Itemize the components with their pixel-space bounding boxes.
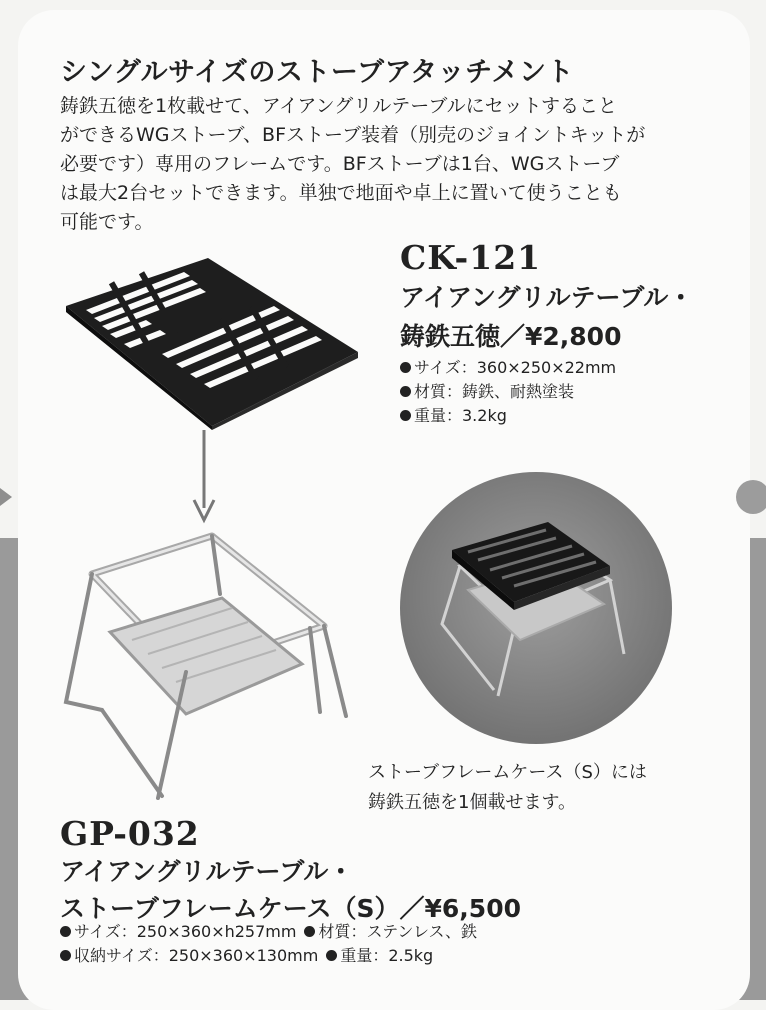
ck121-model-number: CK-121 xyxy=(400,238,542,277)
gp032-spec-row: サイズ：250×360×h257mm 材質：ステンレス、鉄 xyxy=(60,920,477,944)
down-arrow-icon xyxy=(192,430,216,526)
stove-frame-case-image xyxy=(62,532,352,804)
ck121-spec-weight: 重量：3.2kg xyxy=(400,404,616,428)
gp032-spec-row: 収納サイズ：250×360×130mm 重量：2.5kg xyxy=(60,944,477,968)
ck121-name-price: 鋳鉄五徳／¥2,800 xyxy=(400,322,622,351)
intro-paragraph xyxy=(60,92,710,237)
ck121-spec-list xyxy=(400,356,616,428)
intro-line: は最大2台セットできます。単独で地面や卓上に置いて使うことも xyxy=(60,182,622,204)
left-edge-arrow-icon xyxy=(0,488,12,506)
gp032-model-number: GP-032 xyxy=(60,814,200,853)
cast-iron-grate-image xyxy=(66,258,362,430)
gp032-name-price: ストーブフレームケース（S）／¥6,500 xyxy=(60,894,521,923)
bullet-icon xyxy=(400,386,411,397)
bullet-icon xyxy=(326,950,337,961)
gp032-spec-list xyxy=(60,920,477,968)
bullet-icon xyxy=(400,362,411,373)
bullet-icon xyxy=(60,950,71,961)
intro-line: ができるWGストーブ、BFストーブ装着（別売のジョイントキットが xyxy=(60,124,646,146)
photo-caption xyxy=(368,758,647,818)
gp032-name-line1: アイアングリルテーブル・ xyxy=(60,857,354,886)
bullet-icon xyxy=(400,410,411,421)
section-heading: シングルサイズのストーブアタッチメント xyxy=(60,57,574,88)
caption-line: 鋳鉄五徳を1個載せます。 xyxy=(368,792,577,813)
ck121-spec-size: サイズ：360×250×22mm xyxy=(400,356,616,380)
bullet-icon xyxy=(304,926,315,937)
bullet-icon xyxy=(60,926,71,937)
frame-with-grate-photo xyxy=(398,470,674,746)
caption-line: ストーブフレームケース（S）には xyxy=(368,762,647,783)
intro-line: 必要です）専用のフレームです。BFストーブは1台、WGストーブ xyxy=(60,153,620,175)
right-edge-tab-dot xyxy=(736,480,766,514)
ck121-product-block xyxy=(400,238,693,355)
ck121-name-line1: アイアングリルテーブル・ xyxy=(400,283,694,312)
ck121-spec-material: 材質：鋳鉄、耐熱塗装 xyxy=(400,380,616,404)
intro-line: 鋳鉄五徳を1枚載せて、アイアングリルテーブルにセットすること xyxy=(60,95,618,117)
intro-line: 可能です。 xyxy=(60,211,154,233)
gp032-product-block xyxy=(60,814,521,927)
